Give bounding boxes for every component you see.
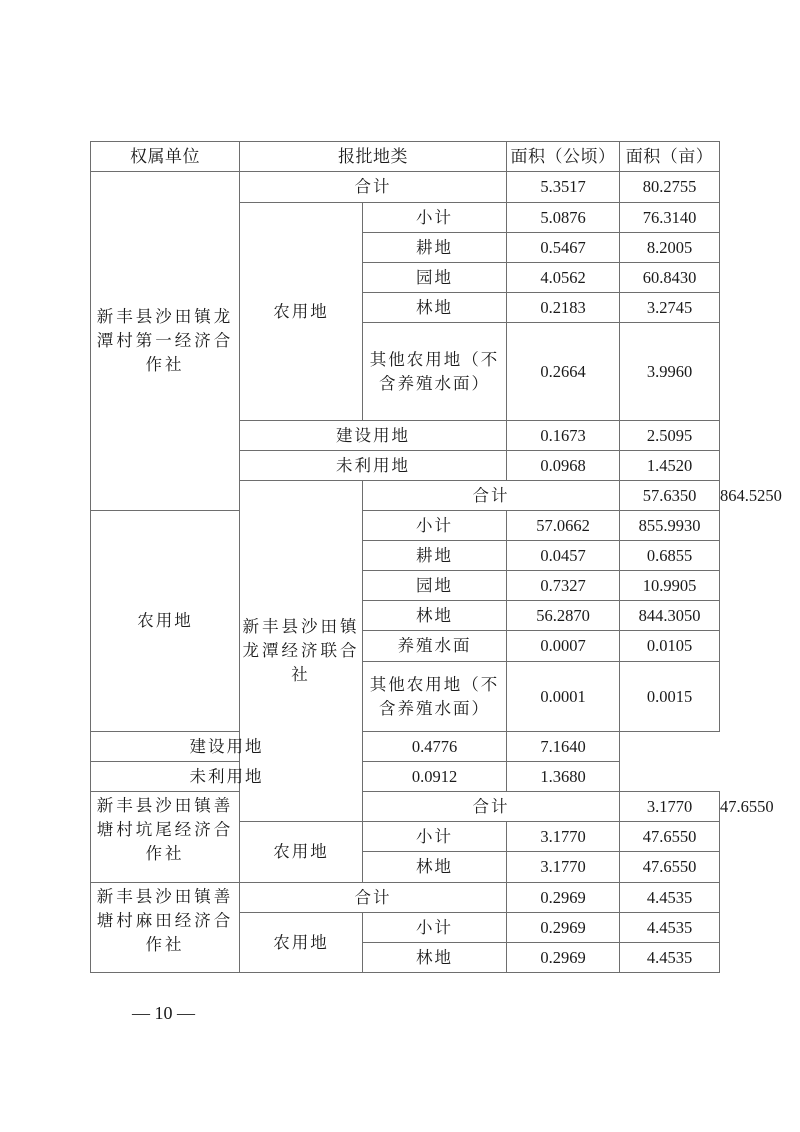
area-mu-cell: 10.9905 — [620, 571, 720, 601]
area-ha-cell: 56.2870 — [507, 601, 620, 631]
area-mu-cell: 4.4535 — [620, 943, 720, 973]
subcategory-cell: 耕地 — [363, 541, 507, 571]
subcategory-cell: 养殖水面 — [363, 631, 507, 662]
subcategory-cell: 小计 — [363, 822, 507, 852]
owner-cell: 新丰县沙田镇善塘村麻田经济合作社 — [91, 883, 240, 973]
agri-land-cell: 农用地 — [240, 203, 363, 421]
area-mu-cell: 2.5095 — [620, 421, 720, 451]
area-ha-cell: 0.0001 — [507, 662, 620, 732]
area-mu-cell: 1.3680 — [507, 762, 620, 792]
area-ha-cell: 0.2969 — [507, 883, 620, 913]
agri-land-cell: 农用地 — [240, 913, 363, 973]
area-mu-cell: 1.4520 — [620, 451, 720, 481]
area-ha-cell: 3.1770 — [507, 822, 620, 852]
subcategory-cell: 其他农用地（不含养殖水面） — [363, 662, 507, 732]
area-mu-cell: 60.8430 — [620, 263, 720, 293]
table-row — [91, 172, 720, 203]
subcategory-cell: 耕地 — [363, 233, 507, 263]
area-mu-cell: 80.2755 — [620, 172, 720, 203]
subcategory-cell: 林地 — [363, 601, 507, 631]
area-mu-cell: 3.9960 — [620, 323, 720, 421]
area-mu-cell: 47.6550 — [620, 852, 720, 883]
area-ha-cell: 3.1770 — [620, 792, 720, 822]
area-ha-cell: 0.7327 — [507, 571, 620, 601]
area-ha-cell: 0.2664 — [507, 323, 620, 421]
subcategory-cell: 林地 — [363, 293, 507, 323]
subcategory-cell: 小计 — [363, 203, 507, 233]
subcategory-cell: 园地 — [363, 263, 507, 293]
header-area-mu: 面积（亩） — [620, 142, 720, 172]
table-row — [91, 883, 720, 913]
area-ha-cell: 4.0562 — [507, 263, 620, 293]
area-ha-cell: 0.5467 — [507, 233, 620, 263]
area-mu-cell: 3.2745 — [620, 293, 720, 323]
owner-cell: 新丰县沙田镇龙潭村第一经济合作社 — [91, 172, 240, 511]
table-row — [91, 762, 720, 792]
area-ha-cell: 0.2969 — [507, 913, 620, 943]
owner-cell: 新丰县沙田镇龙潭经济联合社 — [240, 481, 363, 822]
area-ha-cell: 0.1673 — [507, 421, 620, 451]
area-ha-cell: 0.0968 — [507, 451, 620, 481]
subcategory-cell: 林地 — [363, 852, 507, 883]
area-mu-cell: 0.0015 — [620, 662, 720, 732]
page-number: — 10 — — [132, 1003, 195, 1023]
category-cell: 合计 — [240, 172, 507, 203]
table-row — [91, 732, 720, 762]
header-category: 报批地类 — [240, 142, 507, 172]
area-ha-cell: 0.2183 — [507, 293, 620, 323]
table-row: 新丰县沙田镇善塘村坑尾经济合作社 合计 3.1770 47.6550 — [91, 792, 720, 822]
category-cell: 未利用地 — [240, 451, 507, 481]
area-ha-cell: 0.0457 — [507, 541, 620, 571]
agri-land-cell: 农用地 — [91, 511, 240, 732]
subcategory-cell: 林地 — [363, 943, 507, 973]
area-ha-cell: 57.0662 — [507, 511, 620, 541]
header-area-ha: 面积（公顷） — [507, 142, 620, 172]
category-cell: 未利用地 — [91, 762, 363, 792]
area-ha-cell: 5.0876 — [507, 203, 620, 233]
category-cell: 合计 — [240, 883, 507, 913]
land-approval-table — [90, 141, 782, 973]
area-mu-cell: 844.3050 — [620, 601, 720, 631]
subcategory-cell: 小计 — [363, 511, 507, 541]
area-mu-cell: 8.2005 — [620, 233, 720, 263]
area-mu-cell: 76.3140 — [620, 203, 720, 233]
area-mu-cell: 4.4535 — [620, 883, 720, 913]
area-mu-cell: 0.6855 — [620, 541, 720, 571]
category-cell: 建设用地 — [240, 421, 507, 451]
table-row — [91, 511, 720, 541]
area-mu-cell: 0.0105 — [620, 631, 720, 662]
subcategory-cell: 园地 — [363, 571, 507, 601]
table-header-row — [91, 142, 720, 172]
subcategory-cell: 小计 — [363, 913, 507, 943]
area-ha-cell: 5.3517 — [507, 172, 620, 203]
category-cell: 建设用地 — [91, 732, 363, 762]
area-mu-cell: 855.9930 — [620, 511, 720, 541]
area-ha-cell: 3.1770 — [507, 852, 620, 883]
area-mu-cell: 4.4535 — [620, 913, 720, 943]
area-ha-cell: 0.0007 — [507, 631, 620, 662]
area-ha-cell: 0.4776 — [363, 732, 507, 762]
area-ha-cell: 57.6350 — [620, 481, 720, 511]
subcategory-cell: 其他农用地（不含养殖水面） — [363, 323, 507, 421]
header-owner: 权属单位 — [91, 142, 240, 172]
category-cell: 合计 — [363, 481, 620, 511]
owner-cell: 新丰县沙田镇善塘村坑尾经济合作社 — [91, 792, 240, 883]
area-mu-cell: 47.6550 — [620, 822, 720, 852]
area-ha-cell: 0.2969 — [507, 943, 620, 973]
area-mu-cell: 7.1640 — [507, 732, 620, 762]
category-cell: 合计 — [363, 792, 620, 822]
agri-land-cell: 农用地 — [240, 822, 363, 883]
table-row: 新丰县沙田镇龙潭经济联合社 合计 57.6350 864.5250 — [91, 481, 720, 511]
area-ha-cell: 0.0912 — [363, 762, 507, 792]
